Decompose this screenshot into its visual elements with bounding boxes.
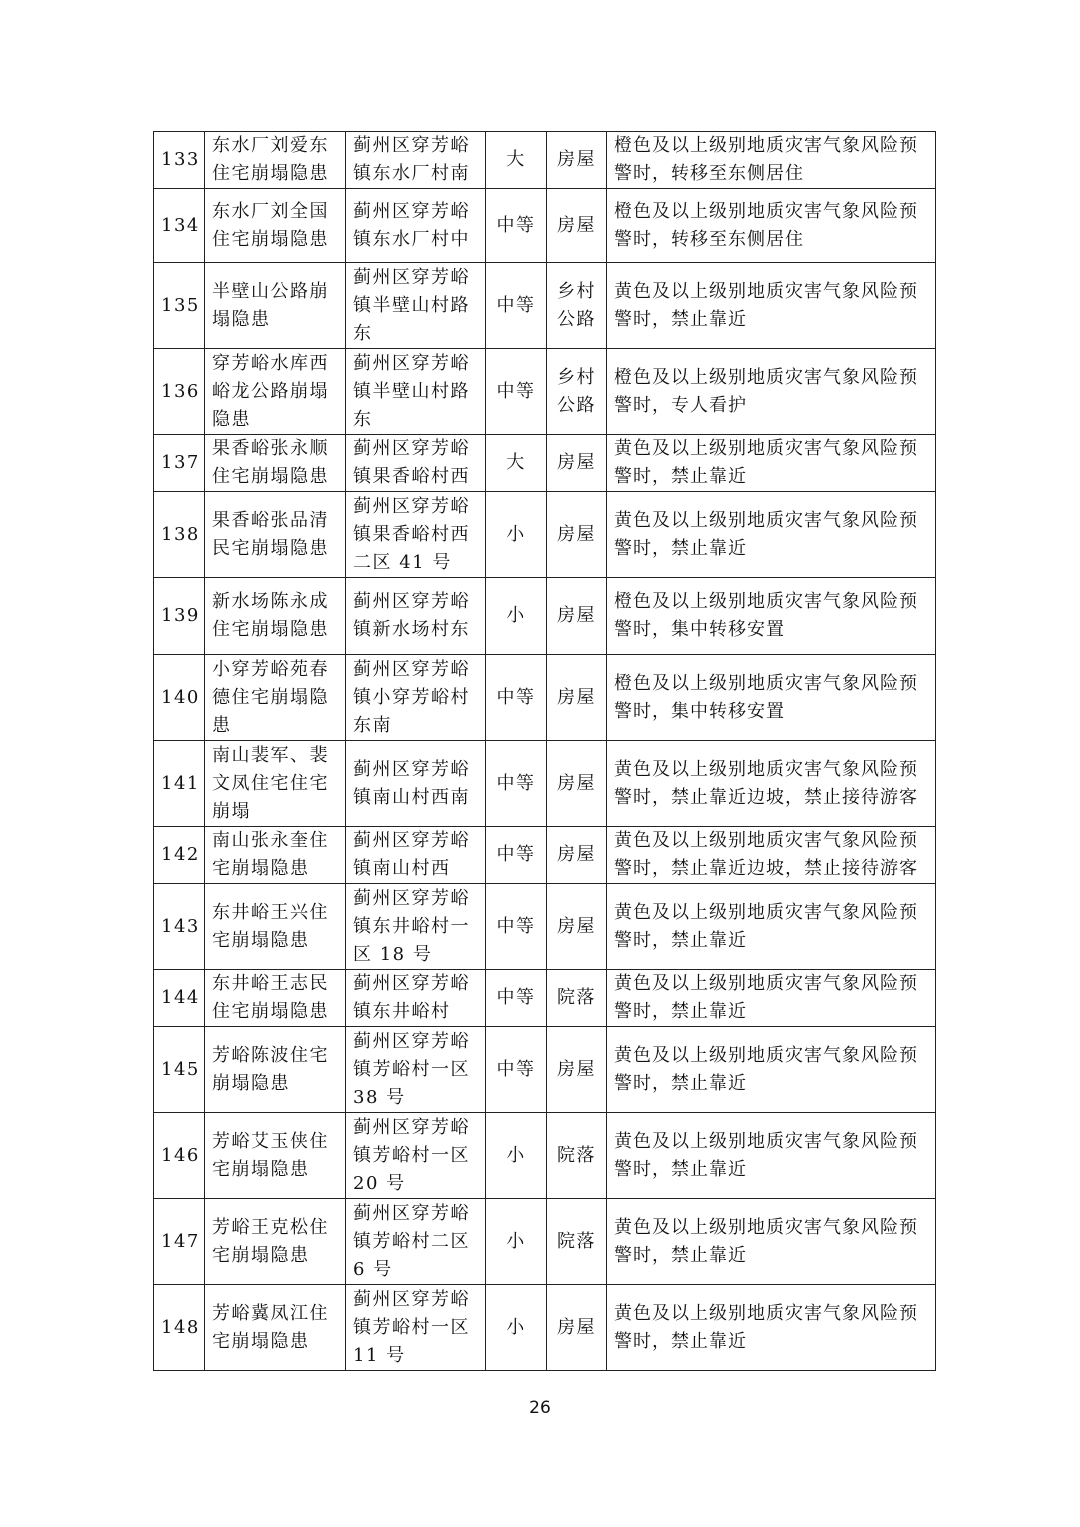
response-measure-cell: 黄色及以上级别地质灾害气象风险预警时，禁止靠近 — [607, 1285, 936, 1371]
response-measure-cell: 黄色及以上级别地质灾害气象风险预警时，禁止靠近 — [607, 435, 936, 492]
response-measure-cell: 黄色及以上级别地质灾害气象风险预警时，禁止靠近 — [607, 884, 936, 970]
row-number-cell: 134 — [154, 189, 205, 263]
response-measure-cell: 橙色及以上级别地质灾害气象风险预警时，转移至东侧居住 — [607, 132, 936, 189]
hazard-table — [153, 131, 936, 1371]
row-number-cell: 144 — [154, 970, 205, 1027]
hazard-location-cell: 蓟州区穿芳峪镇半壁山村路东 — [346, 263, 486, 349]
hazard-scale-cell: 中等 — [486, 189, 547, 263]
response-measure-cell: 黄色及以上级别地质灾害气象风险预警时，禁止靠近 — [607, 1113, 936, 1199]
threatened-object-cell: 院落 — [547, 1113, 607, 1199]
hazard-location-cell: 蓟州区穿芳峪镇果香峪村西 — [346, 435, 486, 492]
hazard-location-cell: 蓟州区穿芳峪镇南山村西 — [346, 827, 486, 884]
response-measure-cell: 黄色及以上级别地质灾害气象风险预警时，禁止靠近边坡，禁止接待游客 — [607, 741, 936, 827]
hazard-name-cell: 芳峪艾玉侠住宅崩塌隐患 — [205, 1113, 346, 1199]
threatened-object-cell: 房屋 — [547, 578, 607, 655]
hazard-scale-cell: 小 — [486, 492, 547, 578]
table-row — [154, 741, 936, 827]
hazard-name-cell: 东水厂刘爱东住宅崩塌隐患 — [205, 132, 346, 189]
hazard-scale-cell: 小 — [486, 1285, 547, 1371]
row-number-cell: 135 — [154, 263, 205, 349]
row-number-cell: 141 — [154, 741, 205, 827]
table-row — [154, 970, 936, 1027]
hazard-scale-cell: 中等 — [486, 741, 547, 827]
hazard-scale-cell: 大 — [486, 435, 547, 492]
response-measure-cell: 橙色及以上级别地质灾害气象风险预警时，转移至东侧居住 — [607, 189, 936, 263]
hazard-scale-cell: 中等 — [486, 884, 547, 970]
threatened-object-cell: 房屋 — [547, 435, 607, 492]
row-number-cell: 142 — [154, 827, 205, 884]
threatened-object-cell: 乡村公路 — [547, 263, 607, 349]
hazard-scale-cell: 小 — [486, 1113, 547, 1199]
response-measure-cell: 橙色及以上级别地质灾害气象风险预警时，集中转移安置 — [607, 578, 936, 655]
row-number-cell: 140 — [154, 655, 205, 741]
hazard-name-cell: 南山裴军、裴文凤住宅住宅崩塌 — [205, 741, 346, 827]
hazard-name-cell: 南山张永奎住宅崩塌隐患 — [205, 827, 346, 884]
table-row — [154, 578, 936, 655]
hazard-location-cell: 蓟州区穿芳峪镇半壁山村路东 — [346, 349, 486, 435]
hazard-location-cell: 蓟州区穿芳峪镇东井峪村一区 18 号 — [346, 884, 486, 970]
threatened-object-cell: 房屋 — [547, 132, 607, 189]
table-row — [154, 1285, 936, 1371]
table-row — [154, 349, 936, 435]
hazard-location-cell: 蓟州区穿芳峪镇果香峪村西二区 41 号 — [346, 492, 486, 578]
hazard-name-cell: 果香峪张永顺住宅崩塌隐患 — [205, 435, 346, 492]
threatened-object-cell: 房屋 — [547, 1027, 607, 1113]
response-measure-cell: 黄色及以上级别地质灾害气象风险预警时，禁止靠近边坡，禁止接待游客 — [607, 827, 936, 884]
row-number-cell: 137 — [154, 435, 205, 492]
row-number-cell: 146 — [154, 1113, 205, 1199]
table-row — [154, 827, 936, 884]
threatened-object-cell: 房屋 — [547, 492, 607, 578]
hazard-scale-cell: 大 — [486, 132, 547, 189]
hazard-location-cell: 蓟州区穿芳峪镇南山村西南 — [346, 741, 486, 827]
table-row — [154, 132, 936, 189]
hazard-location-cell: 蓟州区穿芳峪镇东水厂村中 — [346, 189, 486, 263]
hazard-scale-cell: 中等 — [486, 655, 547, 741]
hazard-name-cell: 半壁山公路崩塌隐患 — [205, 263, 346, 349]
response-measure-cell: 黄色及以上级别地质灾害气象风险预警时，禁止靠近 — [607, 492, 936, 578]
hazard-name-cell: 东井峪王兴住宅崩塌隐患 — [205, 884, 346, 970]
row-number-cell: 143 — [154, 884, 205, 970]
hazard-scale-cell: 中等 — [486, 263, 547, 349]
hazard-scale-cell: 中等 — [486, 827, 547, 884]
hazard-name-cell: 果香峪张品清民宅崩塌隐患 — [205, 492, 346, 578]
threatened-object-cell: 房屋 — [547, 741, 607, 827]
threatened-object-cell: 院落 — [547, 1199, 607, 1285]
hazard-scale-cell: 中等 — [486, 1027, 547, 1113]
table-row — [154, 1199, 936, 1285]
hazard-location-cell: 蓟州区穿芳峪镇芳峪村二区 6 号 — [346, 1199, 486, 1285]
table-row — [154, 435, 936, 492]
hazard-location-cell: 蓟州区穿芳峪镇东水厂村南 — [346, 132, 486, 189]
hazard-location-cell: 蓟州区穿芳峪镇新水场村东 — [346, 578, 486, 655]
page-number: 26 — [529, 1398, 551, 1418]
row-number-cell: 133 — [154, 132, 205, 189]
table-row — [154, 492, 936, 578]
response-measure-cell: 橙色及以上级别地质灾害气象风险预警时，集中转移安置 — [607, 655, 936, 741]
row-number-cell: 145 — [154, 1027, 205, 1113]
hazard-location-cell: 蓟州区穿芳峪镇芳峪村一区 38 号 — [346, 1027, 486, 1113]
table-row — [154, 263, 936, 349]
hazard-name-cell: 小穿芳峪苑春德住宅崩塌隐患 — [205, 655, 346, 741]
row-number-cell: 147 — [154, 1199, 205, 1285]
hazard-name-cell: 新水场陈永成住宅崩塌隐患 — [205, 578, 346, 655]
hazard-scale-cell: 小 — [486, 1199, 547, 1285]
row-number-cell: 138 — [154, 492, 205, 578]
hazard-location-cell: 蓟州区穿芳峪镇芳峪村一区 11 号 — [346, 1285, 486, 1371]
hazard-scale-cell: 小 — [486, 578, 547, 655]
hazard-table-body — [154, 132, 936, 1371]
threatened-object-cell: 房屋 — [547, 884, 607, 970]
row-number-cell: 136 — [154, 349, 205, 435]
table-row — [154, 1113, 936, 1199]
threatened-object-cell: 院落 — [547, 970, 607, 1027]
response-measure-cell: 橙色及以上级别地质灾害气象风险预警时，专人看护 — [607, 349, 936, 435]
hazard-scale-cell: 中等 — [486, 349, 547, 435]
response-measure-cell: 黄色及以上级别地质灾害气象风险预警时，禁止靠近 — [607, 1199, 936, 1285]
hazard-name-cell: 东水厂刘全国住宅崩塌隐患 — [205, 189, 346, 263]
threatened-object-cell: 乡村公路 — [547, 349, 607, 435]
threatened-object-cell: 房屋 — [547, 655, 607, 741]
row-number-cell: 148 — [154, 1285, 205, 1371]
row-number-cell: 139 — [154, 578, 205, 655]
hazard-name-cell: 芳峪陈波住宅崩塌隐患 — [205, 1027, 346, 1113]
threatened-object-cell: 房屋 — [547, 827, 607, 884]
hazard-name-cell: 芳峪王克松住宅崩塌隐患 — [205, 1199, 346, 1285]
table-row — [154, 884, 936, 970]
table-row — [154, 189, 936, 263]
hazard-location-cell: 蓟州区穿芳峪镇芳峪村一区 20 号 — [346, 1113, 486, 1199]
hazard-location-cell: 蓟州区穿芳峪镇小穿芳峪村东南 — [346, 655, 486, 741]
hazard-scale-cell: 中等 — [486, 970, 547, 1027]
threatened-object-cell: 房屋 — [547, 189, 607, 263]
hazard-name-cell: 东井峪王志民住宅崩塌隐患 — [205, 970, 346, 1027]
table-row — [154, 655, 936, 741]
response-measure-cell: 黄色及以上级别地质灾害气象风险预警时，禁止靠近 — [607, 970, 936, 1027]
table-row — [154, 1027, 936, 1113]
response-measure-cell: 黄色及以上级别地质灾害气象风险预警时，禁止靠近 — [607, 1027, 936, 1113]
threatened-object-cell: 房屋 — [547, 1285, 607, 1371]
response-measure-cell: 黄色及以上级别地质灾害气象风险预警时，禁止靠近 — [607, 263, 936, 349]
hazard-name-cell: 芳峪冀凤江住宅崩塌隐患 — [205, 1285, 346, 1371]
hazard-location-cell: 蓟州区穿芳峪镇东井峪村 — [346, 970, 486, 1027]
hazard-name-cell: 穿芳峪水库西峪龙公路崩塌隐患 — [205, 349, 346, 435]
